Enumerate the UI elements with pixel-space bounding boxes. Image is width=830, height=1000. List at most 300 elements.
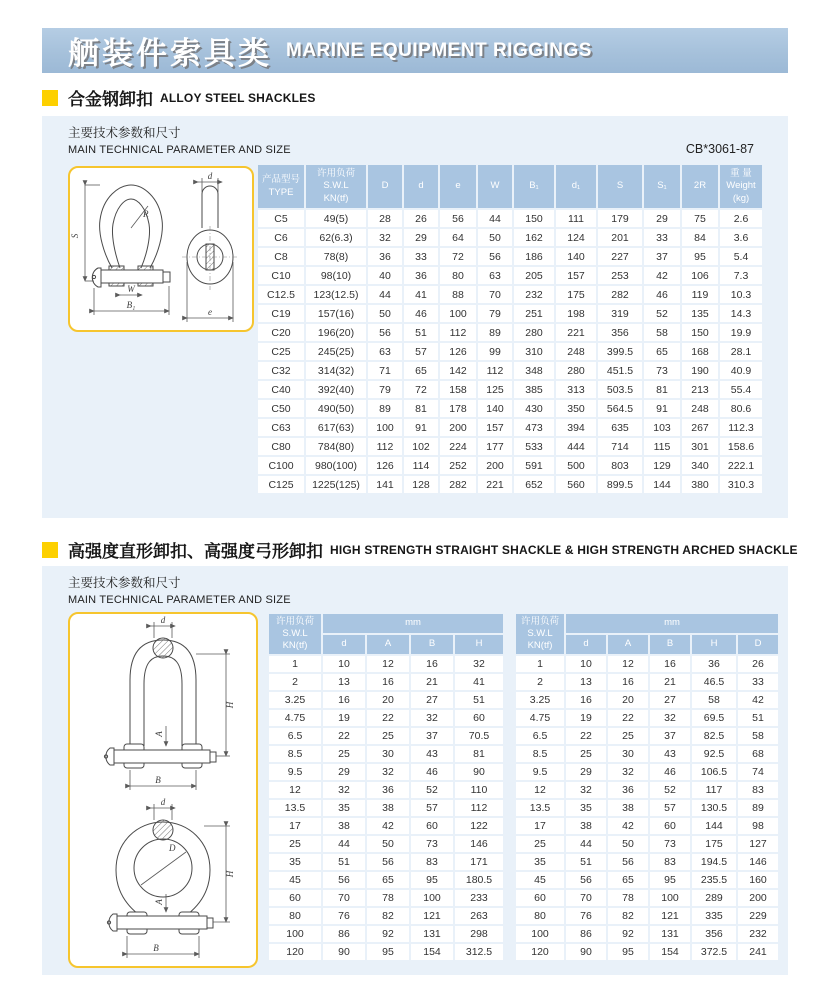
table-cell: 78 — [608, 890, 648, 906]
table-cell: 91 — [404, 419, 438, 436]
table-cell: 213 — [682, 381, 718, 398]
table-cell: 222.1 — [720, 457, 762, 474]
table-cell: 83 — [650, 854, 690, 870]
table-cell: 56 — [367, 854, 409, 870]
table-cell: 72 — [440, 248, 476, 265]
table-cell: 356 — [692, 926, 736, 942]
table-cell: 44 — [478, 210, 512, 227]
table-cell: 29 — [644, 210, 680, 227]
table-row — [269, 818, 503, 834]
table-cell: 26 — [404, 210, 438, 227]
alloy-shackle-table — [256, 163, 764, 495]
table-cell: 32 — [608, 764, 648, 780]
table-cell: 25 — [367, 728, 409, 744]
table-cell: 224 — [440, 438, 476, 455]
column-header: 重 量 Weight (kg) — [720, 165, 762, 208]
column-header: H — [455, 635, 503, 654]
dim-label-d: d — [160, 797, 166, 807]
table-cell: 60 — [455, 710, 503, 726]
column-header: d — [566, 635, 606, 654]
column-header: d₁ — [556, 165, 596, 208]
table-cell: C6 — [258, 229, 304, 246]
table-row — [258, 210, 762, 227]
table-cell: 227 — [598, 248, 642, 265]
header-row — [269, 614, 503, 633]
table-cell: 22 — [608, 710, 648, 726]
table-cell: 90 — [323, 944, 365, 960]
table-cell: 1225(125) — [306, 476, 366, 493]
table-cell: 146 — [455, 836, 503, 852]
table-cell: 430 — [514, 400, 554, 417]
table-cell: C12.5 — [258, 286, 304, 303]
table-cell: 560 — [556, 476, 596, 493]
table-row — [269, 764, 503, 780]
table-cell: 100 — [411, 890, 453, 906]
table-cell: 58 — [738, 728, 778, 744]
table-cell: 235.5 — [692, 872, 736, 888]
straight-and-arched-shackle-drawing — [70, 614, 256, 966]
table-cell: 252 — [440, 457, 476, 474]
column-header: d — [323, 635, 365, 654]
table-cell: 79 — [368, 381, 402, 398]
table-cell: 100 — [440, 305, 476, 322]
table-cell: 3.6 — [720, 229, 762, 246]
table-row — [516, 926, 778, 942]
table-cell: 144 — [692, 818, 736, 834]
dim-label-H: H — [225, 870, 235, 878]
table-cell: 154 — [411, 944, 453, 960]
table-row — [269, 800, 503, 816]
table-cell: C125 — [258, 476, 304, 493]
column-header: mm — [323, 614, 503, 633]
table-cell: 194.5 — [692, 854, 736, 870]
table-cell: 70.5 — [455, 728, 503, 744]
straight-shackle-table — [267, 612, 505, 962]
table-cell: 33 — [738, 674, 778, 690]
table-cell: 52 — [644, 305, 680, 322]
table-cell: 71 — [368, 362, 402, 379]
subtitle-en: MAIN TECHNICAL PARAMETER AND SIZE — [68, 144, 291, 156]
table-cell: 56 — [566, 872, 606, 888]
table-cell: 46.5 — [692, 674, 736, 690]
table-cell: 56 — [368, 324, 402, 341]
table-cell: 62(6.3) — [306, 229, 366, 246]
table-cell: 245(25) — [306, 343, 366, 360]
table-cell: 125 — [478, 381, 512, 398]
high-strength-shackle-diagram-box — [68, 612, 258, 968]
table-cell: 56 — [608, 854, 648, 870]
table-cell: 591 — [514, 457, 554, 474]
table-cell: 44 — [566, 836, 606, 852]
table-row — [258, 305, 762, 322]
section2-title-en: HIGH STRENGTH STRAIGHT SHACKLE & HIGH STRENGTH ARCHED SHACKLE — [330, 542, 798, 557]
table-cell: 65 — [404, 362, 438, 379]
table-cell: 89 — [738, 800, 778, 816]
section2-subtitle — [68, 573, 291, 606]
table-row — [516, 692, 778, 708]
table-cell: 6.5 — [269, 728, 321, 744]
table-cell: C25 — [258, 343, 304, 360]
table-row — [258, 248, 762, 265]
column-header: W — [478, 165, 512, 208]
table-cell: 80 — [269, 908, 321, 924]
table-cell: 178 — [440, 400, 476, 417]
subtitle-zh: 主要技术参数和尺寸 — [68, 126, 181, 140]
section1-subtitle — [68, 123, 291, 156]
column-header: 许用负荷 S.W.L KN(tf) — [269, 614, 321, 654]
table-cell: 43 — [411, 746, 453, 762]
table-cell: 267 — [682, 419, 718, 436]
table-cell: 5.4 — [720, 248, 762, 265]
dim-label-A: A — [154, 899, 164, 905]
column-header: S — [598, 165, 642, 208]
table-cell: 57 — [404, 343, 438, 360]
table-cell: 69.5 — [692, 710, 736, 726]
table-cell: 28 — [368, 210, 402, 227]
header-row — [258, 165, 762, 208]
table-cell: 158 — [440, 381, 476, 398]
table-cell: 12 — [269, 782, 321, 798]
table-cell: 16 — [608, 674, 648, 690]
dim-label-B: B — [153, 943, 159, 953]
table-cell: 86 — [323, 926, 365, 942]
table-cell: 123(12.5) — [306, 286, 366, 303]
table-cell: 70 — [478, 286, 512, 303]
table-cell: 635 — [598, 419, 642, 436]
table-cell: 473 — [514, 419, 554, 436]
table-cell: 13.5 — [269, 800, 321, 816]
table-cell: 84 — [682, 229, 718, 246]
table-cell: 46 — [644, 286, 680, 303]
table-row — [269, 656, 503, 672]
table-cell: 135 — [682, 305, 718, 322]
table-cell: 92 — [367, 926, 409, 942]
table-cell: 310 — [514, 343, 554, 360]
table-cell: 8.5 — [269, 746, 321, 762]
column-header: D — [738, 635, 778, 654]
table-cell: 25 — [516, 836, 564, 852]
table-cell: 253 — [598, 267, 642, 284]
table-cell: 27 — [650, 692, 690, 708]
table-cell: 19 — [323, 710, 365, 726]
table-cell: 121 — [411, 908, 453, 924]
header-row — [516, 614, 778, 633]
table-cell: C63 — [258, 419, 304, 436]
table-cell: 43 — [650, 746, 690, 762]
table-row — [516, 836, 778, 852]
table-cell: 51 — [455, 692, 503, 708]
table-cell: 44 — [323, 836, 365, 852]
table-cell: 45 — [269, 872, 321, 888]
table-cell: C20 — [258, 324, 304, 341]
table-cell: 9.5 — [269, 764, 321, 780]
table-cell: 80.6 — [720, 400, 762, 417]
table-cell: 95 — [367, 944, 409, 960]
table-cell: C32 — [258, 362, 304, 379]
table-cell: 1 — [269, 656, 321, 672]
table-cell: 29 — [323, 764, 365, 780]
table-cell: 51 — [323, 854, 365, 870]
table-cell: 2.6 — [720, 210, 762, 227]
table-cell: 120 — [269, 944, 321, 960]
table-cell: 10 — [566, 656, 606, 672]
table-cell: 157(16) — [306, 305, 366, 322]
table-cell: 89 — [368, 400, 402, 417]
table-cell: 25 — [269, 836, 321, 852]
table-cell: 33 — [644, 229, 680, 246]
section1-panel — [42, 116, 788, 518]
table-cell: 22 — [367, 710, 409, 726]
table-row — [258, 381, 762, 398]
table-cell: 175 — [556, 286, 596, 303]
table-cell: 141 — [368, 476, 402, 493]
table-cell: 83 — [738, 782, 778, 798]
yellow-bullet-icon — [42, 90, 58, 106]
table-cell: 20 — [608, 692, 648, 708]
table-row — [258, 400, 762, 417]
table-cell: 17 — [269, 818, 321, 834]
table-cell: 4.75 — [269, 710, 321, 726]
table-cell: 200 — [738, 890, 778, 906]
dim-label-e: e — [208, 307, 212, 317]
table-row — [269, 692, 503, 708]
table-cell: 36 — [368, 248, 402, 265]
table-cell: 617(63) — [306, 419, 366, 436]
table-cell: 13.5 — [516, 800, 564, 816]
table-cell: 103 — [644, 419, 680, 436]
table-cell: 298 — [455, 926, 503, 942]
table-cell: 13 — [566, 674, 606, 690]
table-row — [258, 476, 762, 493]
table-cell: 40 — [368, 267, 402, 284]
column-header: mm — [566, 614, 778, 633]
column-header: 许用负荷 S.W.L KN(tf) — [516, 614, 564, 654]
table-cell: 106.5 — [692, 764, 736, 780]
table-cell: 98 — [738, 818, 778, 834]
table-cell: 38 — [323, 818, 365, 834]
table-cell: 22 — [566, 728, 606, 744]
table-cell: 110 — [455, 782, 503, 798]
table-row — [258, 438, 762, 455]
table-cell: 37 — [644, 248, 680, 265]
table-cell: 451.5 — [598, 362, 642, 379]
table-cell: 76 — [323, 908, 365, 924]
table-cell: 251 — [514, 305, 554, 322]
table-row — [269, 872, 503, 888]
table-cell: 200 — [478, 457, 512, 474]
table-cell: 89 — [478, 324, 512, 341]
dim-label-B1: B₁ — [126, 300, 136, 310]
dim-label-H: H — [225, 701, 235, 709]
table-cell: 55.4 — [720, 381, 762, 398]
table-cell: 180.5 — [455, 872, 503, 888]
table-cell: 131 — [411, 926, 453, 942]
table-cell: 16 — [566, 692, 606, 708]
table-cell: C5 — [258, 210, 304, 227]
table-cell: 157 — [478, 419, 512, 436]
table-cell: 74 — [738, 764, 778, 780]
table-cell: 1 — [516, 656, 564, 672]
dim-label-d: d — [160, 615, 166, 625]
table-cell: 129 — [644, 457, 680, 474]
table-cell: 36 — [367, 782, 409, 798]
table-cell: 221 — [478, 476, 512, 493]
table-cell: 32 — [368, 229, 402, 246]
table-cell: 46 — [650, 764, 690, 780]
alloy-shackle-diagram-box — [68, 166, 254, 332]
table-cell: 56 — [323, 872, 365, 888]
table-cell: 12 — [516, 782, 564, 798]
standard-code: CB*3061-87 — [685, 142, 754, 156]
table-cell: 65 — [608, 872, 648, 888]
table-cell: 12 — [608, 656, 648, 672]
section1-heading — [42, 85, 316, 110]
table-cell: 35 — [566, 800, 606, 816]
table-cell: 186 — [514, 248, 554, 265]
table-cell: 36 — [692, 656, 736, 672]
table-cell: 83 — [411, 854, 453, 870]
table-cell: 57 — [650, 800, 690, 816]
table-cell: 6.5 — [516, 728, 564, 744]
table-cell: 112 — [440, 324, 476, 341]
table-cell: 37 — [650, 728, 690, 744]
table-cell: 112 — [455, 800, 503, 816]
table-cell: 146 — [738, 854, 778, 870]
table-cell: C80 — [258, 438, 304, 455]
table-cell: 35 — [516, 854, 564, 870]
table-cell: 392(40) — [306, 381, 366, 398]
table-cell: 42 — [738, 692, 778, 708]
table-cell: 28.1 — [720, 343, 762, 360]
table-row — [516, 818, 778, 834]
table-cell: 95 — [650, 872, 690, 888]
table-row — [269, 782, 503, 798]
column-header: B — [411, 635, 453, 654]
column-header: 许用负荷 S.W.L KN(tf) — [306, 165, 366, 208]
table-cell: 248 — [556, 343, 596, 360]
table-cell: 78 — [367, 890, 409, 906]
page-banner — [42, 28, 788, 73]
table-cell: 10.3 — [720, 286, 762, 303]
table-cell: 50 — [478, 229, 512, 246]
table-row — [258, 362, 762, 379]
dim-label-R: R — [143, 209, 149, 219]
table-cell: 80 — [440, 267, 476, 284]
table-cell: 92.5 — [692, 746, 736, 762]
table-cell: 95 — [411, 872, 453, 888]
table-cell: 177 — [478, 438, 512, 455]
table-cell: 312.5 — [455, 944, 503, 960]
column-header: D — [368, 165, 402, 208]
table-cell: 229 — [738, 908, 778, 924]
table-row — [516, 746, 778, 762]
section2-title-zh: 高强度直形卸扣、高强度弓形卸扣 — [68, 542, 323, 561]
table-cell: 60 — [650, 818, 690, 834]
banner-title-zh: 舾装件索具类 — [68, 36, 272, 71]
table-cell: 196(20) — [306, 324, 366, 341]
table-row — [269, 710, 503, 726]
table-cell: 63 — [368, 343, 402, 360]
table-cell: 73 — [411, 836, 453, 852]
table-cell: 714 — [598, 438, 642, 455]
table-row — [516, 728, 778, 744]
table-cell: 82 — [608, 908, 648, 924]
table-cell: 282 — [440, 476, 476, 493]
table-cell: C100 — [258, 457, 304, 474]
table-cell: 90 — [455, 764, 503, 780]
table-cell: 46 — [411, 764, 453, 780]
yellow-bullet-icon — [42, 542, 58, 558]
table-cell: 490(50) — [306, 400, 366, 417]
table-cell: 112.3 — [720, 419, 762, 436]
table-row — [258, 229, 762, 246]
table-cell: 350 — [556, 400, 596, 417]
table-row — [258, 419, 762, 436]
table-cell: 99 — [478, 343, 512, 360]
table-cell: 280 — [514, 324, 554, 341]
table-cell: C8 — [258, 248, 304, 265]
table-cell: 115 — [644, 438, 680, 455]
table-cell: 78(8) — [306, 248, 366, 265]
table-cell: 100 — [368, 419, 402, 436]
subtitle-en: MAIN TECHNICAL PARAMETER AND SIZE — [68, 594, 291, 606]
table-cell: 76 — [566, 908, 606, 924]
table-cell: 100 — [516, 926, 564, 942]
table-row — [516, 800, 778, 816]
table-cell: 90 — [566, 944, 606, 960]
dim-label-A: A — [154, 731, 164, 737]
dim-label-B: B — [155, 775, 161, 785]
table-cell: 372.5 — [692, 944, 736, 960]
table-cell: 17 — [516, 818, 564, 834]
table-cell: 86 — [566, 926, 606, 942]
table-cell: 36 — [608, 782, 648, 798]
table-row — [258, 286, 762, 303]
table-cell: C10 — [258, 267, 304, 284]
table-cell: 91 — [644, 400, 680, 417]
subtitle-zh: 主要技术参数和尺寸 — [68, 576, 181, 590]
table-row — [269, 746, 503, 762]
table-cell: 52 — [411, 782, 453, 798]
section2-heading — [42, 537, 798, 562]
table-cell: 81 — [404, 400, 438, 417]
table-cell: 128 — [404, 476, 438, 493]
table-cell: 79 — [478, 305, 512, 322]
table-cell: 112 — [368, 438, 402, 455]
table-cell: 16 — [323, 692, 365, 708]
table-cell: 36 — [404, 267, 438, 284]
table-cell: 32 — [566, 782, 606, 798]
table-cell: 385 — [514, 381, 554, 398]
table-cell: 119 — [682, 286, 718, 303]
table-cell: 88 — [440, 286, 476, 303]
table-cell: 32 — [650, 710, 690, 726]
table-cell: 20 — [367, 692, 409, 708]
table-cell: C50 — [258, 400, 304, 417]
table-cell: 98(10) — [306, 267, 366, 284]
table-cell: 652 — [514, 476, 554, 493]
table-cell: 42 — [608, 818, 648, 834]
table-cell: 114 — [404, 457, 438, 474]
table-cell: 356 — [598, 324, 642, 341]
table-cell: 16 — [367, 674, 409, 690]
table-cell: 803 — [598, 457, 642, 474]
table-cell: 127 — [738, 836, 778, 852]
table-cell: 130.5 — [692, 800, 736, 816]
table-cell: 33 — [404, 248, 438, 265]
table-cell: 122 — [455, 818, 503, 834]
column-header: S₁ — [644, 165, 680, 208]
